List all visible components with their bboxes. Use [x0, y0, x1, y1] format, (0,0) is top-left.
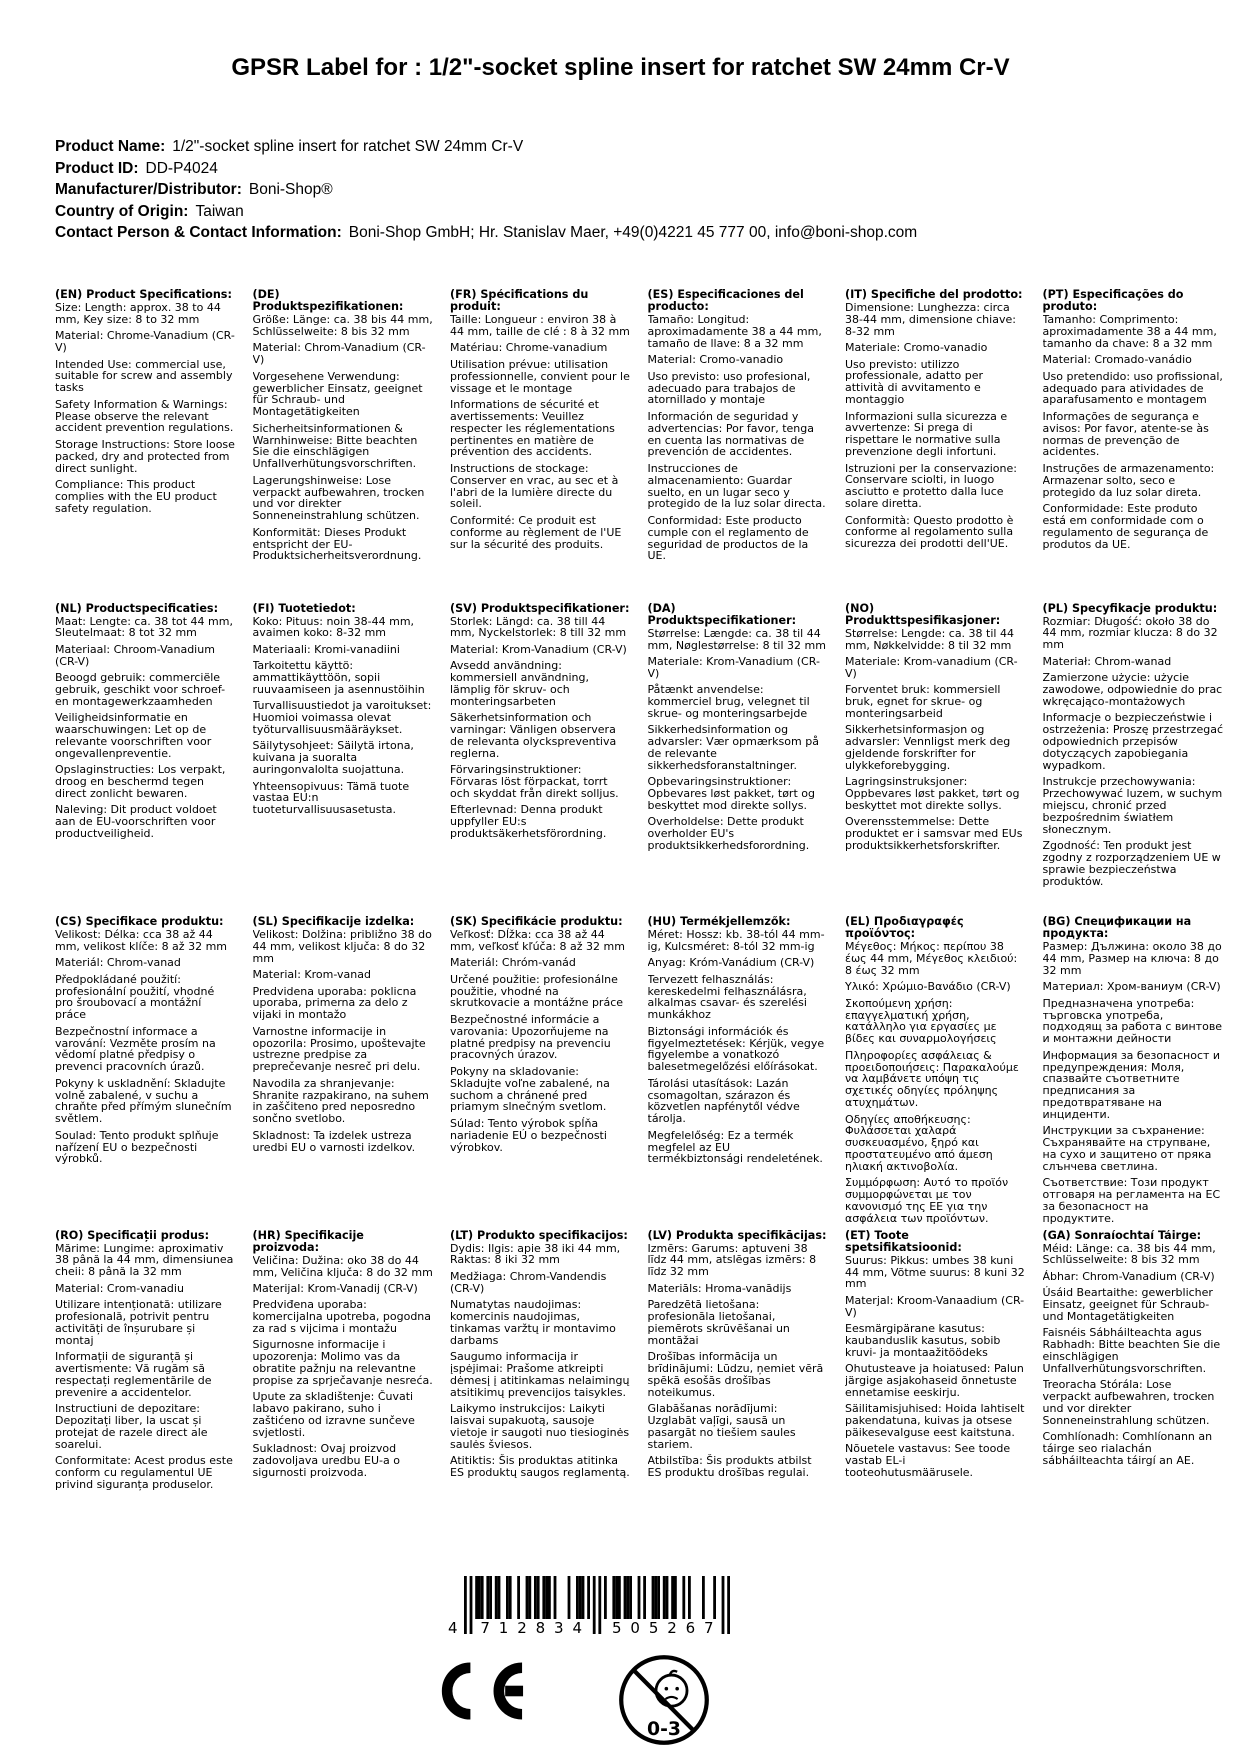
spec-block-hu [648, 916, 846, 1230]
spec-paragraph: Material: Cromo-vanadio [647, 353, 784, 367]
spec-paragraph: Suurus: Pikkus: umbes 38 kuni 44 mm, Võtme suurus: 8 kuni 32 mm [845, 1253, 1025, 1291]
spec-heading: (SV) Produktspecifikationer: [450, 602, 630, 615]
spec-paragraph: Informații de siguranță și avertismente: Vă rugăm să respectați reglementările de prevenire a accidentelor. [55, 1350, 212, 1399]
spec-block-de [253, 289, 451, 603]
spec-block-ga [1043, 1230, 1241, 1544]
spec-heading: (DA) Produktspecifikationer: [647, 602, 797, 627]
spec-heading: (IT) Specifiche del prodotto: [845, 289, 1023, 301]
spec-paragraph: Materiál: Chróm-vanád [450, 956, 576, 970]
spec-paragraph: Storlek: Längd: ca. 38 till 44 mm, Nyckelstorlek: 8 till 32 mm [450, 614, 627, 640]
spec-paragraph: Informacje o bezpieczeństwie i ostrzeżenia: Proszę przestrzegać odpowiednich przepisów dotyczących zapobiegania wypadkom. [1042, 711, 1223, 772]
age-warning-0-3-icon [617, 1653, 711, 1751]
product-info-row [55, 136, 917, 158]
spec-paragraph: Pokyny na skladovanie: Skladujte voľne zabalené, na suchom a chránené pred priamym slnečným svetlom. [450, 1064, 610, 1114]
spec-block-it [845, 289, 1043, 603]
label-footer [0, 1576, 1241, 1751]
spec-paragraph: Материал: Хром-ваниум (CR-V) [1042, 980, 1221, 994]
product-info-row [55, 158, 917, 180]
spec-paragraph: Glabāšanas norādījumi: Uzglabāt vaļīgi, sausā un pasargāt no tiešiem saules stariem. [647, 1402, 796, 1451]
spec-paragraph: Uso previsto: utilizzo professionale, adatto per attività di avvitamento e montaggio [845, 357, 983, 407]
spec-paragraph: Υλικό: Χρώμιο-Βανάδιο (CR-V) [845, 980, 1011, 994]
spec-paragraph: Material: Krom-vanad [252, 968, 371, 982]
spec-paragraph: Informations de sécurité et avertissements: Veuillez respecter les réglementations pertinentes en matière de prévention des accidents. [450, 397, 615, 459]
spec-paragraph: Eesmärgipärane kasutus: kaubanduslik kasutus, sobib kruvi- ja montaažitöödeks [845, 1322, 1001, 1359]
spec-paragraph: Úsáid Beartaithe: gewerblicher Einsatz, geeignet für Schraub- und Montagetätigkeiten [1042, 1286, 1213, 1323]
spec-block-hr [253, 1230, 451, 1544]
spec-paragraph: Konformität: Dieses Produkt entspricht der EU-Produktsicherheitsverordnung. [252, 525, 422, 563]
spec-paragraph: Informações de segurança e avisos: Por favor, atente-se às normas de prevenção de acidentes. [1042, 409, 1209, 459]
spec-paragraph: Navodila za shranjevanje: Shranite razpakirano, na suhem in zaščiteno pred neposredno sončno svetlobo. [252, 1076, 429, 1126]
spec-paragraph: Storage Instructions: Store loose packed, dry and protected from direct sunlight. [55, 437, 235, 475]
spec-paragraph: Opslaginstructies: Los verpakt, droog en beschermd tegen direct zonlicht bewaren. [55, 763, 226, 800]
spec-heading: (GA) Sonraíochtaí Táirge: [1042, 1229, 1202, 1242]
spec-heading: (ES) Especificaciones del producto: [647, 289, 804, 314]
spec-paragraph: Yhteensopivuus: Tämä tuote vastaa EU:n tuoteturvallisuusasetusta. [252, 779, 410, 817]
spec-paragraph: Påtænkt anvendelse: kommerciel brug, velegnet til skrue- og monteringsarbejde [647, 683, 810, 720]
spec-paragraph: Treoracha Stórála: Lose verpackt aufbewahren, trocken und vor direkter Sonneneinstrahlung schützen. [1042, 1378, 1215, 1427]
spec-block-sk [450, 916, 648, 1230]
spec-paragraph: Efterlevnad: Denna produkt uppfyller EU:s produktsäkerhetsförordning. [450, 803, 607, 841]
spec-paragraph: Tamaño: Longitud: aproximadamente 38 a 44 mm, tamaño de llave: 8 a 32 mm [647, 313, 822, 350]
spec-block-ro [55, 1230, 253, 1544]
product-info-row [55, 201, 917, 223]
spec-block-fi [253, 603, 451, 917]
spec-paragraph: Sukladnost: Ovaj proizvod zadovoljava uredbu EU-a o sigurnosti proizvoda. [252, 1442, 400, 1480]
product-info-label: Product ID: [55, 159, 139, 177]
product-info-row [55, 179, 917, 201]
spec-paragraph: Biztonsági információk és figyelmeztetések: Kérjük, vegye figyelembe a vonatkozó balesetmegelőzési előírásokat. [647, 1024, 825, 1074]
spec-paragraph: Instruções de armazenamento: Armazenar solto, seco e protegido da luz solar direta. [1042, 461, 1215, 499]
spec-paragraph: Materiale: Krom-Vanadium (CR-V) [647, 654, 820, 680]
spec-paragraph: Conformità: Questo prodotto è conforme al regolamento sulla sicurezza dei prodotti dell'UE. [845, 513, 1014, 551]
spec-paragraph: Säilytysohjeet: Säilytä irtona, kuivana ja suoralta auringonvalolta suojattuna. [252, 739, 414, 777]
spec-block-el [845, 916, 1043, 1230]
spec-paragraph: Zamierzone użycie: użycie zawodowe, odpowiednie do prac wkręcająco-montażowych [1042, 671, 1223, 708]
spec-grid [55, 289, 1240, 1543]
ce-mark-icon [427, 1653, 533, 1733]
spec-paragraph: Sikkerhetsinformasjon og advarsler: Vennligst merk deg gjeldende forskrifter for ulykkeforebygging. [845, 723, 1011, 772]
spec-paragraph: Οδηγίες αποθήκευσης: Φυλάσσεται χαλαρά συσκευασμένο, ξηρό και προστατευμένο από άμεση ηλιακή ακτινοβολία. [845, 1112, 993, 1174]
spec-paragraph: Pokyny k uskladnění: Skladujte volně zabalené, v suchu a chraňte před přímým slunečním světlem. [55, 1076, 232, 1126]
spec-block-lt [450, 1230, 648, 1544]
product-info-label: Manufacturer/Distributor: [55, 181, 242, 198]
spec-paragraph: Určené použitie: profesionálne použitie, vhodné na skrutkovacie a montážne práce [450, 972, 624, 1010]
product-info-label: Contact Person & Contact Information: [55, 224, 342, 241]
spec-paragraph: Drošības informācija un brīdinājumi: Lūdzu, ņemiet vērā spēkā esošās drošības noteikumus. [647, 1350, 824, 1399]
barcode-digits: 712834 [479, 1619, 582, 1636]
spec-block-et [845, 1230, 1043, 1544]
spec-paragraph: Medžiaga: Chrom-Vandendis (CR-V) [450, 1269, 607, 1295]
spec-block-pt [1043, 289, 1241, 603]
spec-heading: (LV) Produkta specifikācijas: [647, 1229, 827, 1242]
spec-paragraph: Materiał: Chrom-wanad [1042, 654, 1172, 668]
spec-paragraph: Μέγεθος: Μήκος: περίπου 38 έως 44 mm, Μέγεθος κλειδιού: 8 έως 32 mm [845, 940, 1018, 977]
spec-paragraph: Ohutusteave ja hoiatused: Palun järgige asjakohaseid õnnetuste ennetamise eeskirju. [845, 1362, 1024, 1399]
spec-heading: (RO) Specificații produs: [55, 1229, 210, 1242]
spec-paragraph: Størrelse: Længde: ca. 38 til 44 mm, Nøglestørrelse: 8 til 32 mm [647, 626, 826, 652]
spec-paragraph: Materiāls: Hroma-vanādijs [647, 1281, 792, 1295]
spec-block-es [648, 289, 846, 603]
spec-block-bg [1043, 916, 1241, 1230]
spec-paragraph: Materjal: Kroom-Vanaadium (CR-V) [845, 1293, 1025, 1319]
age-warning-text: 0-3 [646, 1718, 681, 1740]
spec-block-cs [55, 916, 253, 1230]
spec-heading: (SL) Specifikacije izdelka: [252, 916, 415, 928]
spec-paragraph: Varnostne informacije in opozorila: Prosimo, upoštevajte ustrezne predpise za preprečevanje nesreč pri delu. [252, 1024, 426, 1074]
spec-paragraph: Faisnéis Sábháilteachta agus Rabhadh: Bitte beachten Sie die einschlägigen Unfallverhütungsvorschriften. [1042, 1326, 1221, 1375]
spec-heading: (SK) Špecifikácie produktu: [450, 916, 623, 928]
spec-paragraph: Size: Length: approx. 38 to 44 mm, Key size: 8 to 32 mm [55, 301, 221, 326]
spec-paragraph: Предназначена употреба: търговска употреба, подходящ за работа с винтове и монтажни дейности [1042, 996, 1223, 1046]
spec-paragraph: Информация за безопасност и предупреждения: Моля, спазвайте съответните предписания за предотвратяване на инциденти. [1042, 1048, 1221, 1122]
spec-block-no [845, 603, 1043, 917]
spec-heading: (PT) Especificações do produto: [1042, 289, 1184, 314]
spec-heading: (EN) Product Specifications: [55, 289, 232, 301]
product-info-value: DD-P4024 [145, 159, 218, 177]
spec-paragraph: Instructions de stockage: Conserver en vrac, au sec et à l'abri de la lumière directe du soleil. [450, 461, 619, 511]
spec-paragraph: Opbevaringsinstruktioner: Opbevares løst pakket, tørt og beskyttet mod direkte sollys. [647, 775, 815, 813]
barcode-digits: 4 [447, 1619, 458, 1636]
spec-paragraph: Istruzioni per la conservazione: Conservare sciolti, in luogo asciutto e protetto dalla luce solare diretta. [845, 461, 1017, 511]
spec-paragraph: Izmērs: Garums: aptuveni 38 līdz 44 mm, atslēgas izmērs: 8 līdz 32 mm [647, 1241, 817, 1279]
spec-paragraph: Predviđena uporaba: komercijalna upotreba, pogodna za rad s vijcima i montažu [252, 1298, 432, 1336]
spec-paragraph: Skladnost: Ta izdelek ustreza uredbi EU o varnosti izdelkov. [252, 1128, 416, 1154]
spec-paragraph: Lagerungshinweise: Lose verpackt aufbewahren, trocken und vor direkter Sonneneinstrahlung schützen. [252, 473, 425, 523]
spec-paragraph: Atbilstība: Šis produkts atbilst ES produktu drošības regulai. [647, 1454, 812, 1479]
spec-paragraph: Tervezett felhasználás: kereskedelmi felhasználásra, alkalmas csavar- és szerelési munkákhoz [647, 972, 807, 1022]
spec-paragraph: Instrucciones de almacenamiento: Guardar suelto, en un lugar seco y protegido de la luz solar directa. [647, 461, 826, 511]
spec-paragraph: Instrukcje przechowywania: Przechowywać luzem, w suchym miejscu, chronić przed bezpośrednim światłem słonecznym. [1042, 775, 1223, 836]
spec-paragraph: Nõuetele vastavus: See toode vastab EL-i tooteohutusmäärusele. [845, 1442, 1011, 1480]
page-title: GPSR Label for : 1/2"-socket spline insert for ratchet SW 24mm Cr-V [231, 54, 1010, 81]
spec-paragraph: Conformité: Ce produit est conforme au règlement de l'UE sur la sécurité des produits. [450, 513, 622, 551]
spec-paragraph: Conformitate: Acest produs este conform cu regulamentul UE privind siguranța produselor. [55, 1454, 233, 1491]
spec-paragraph: Materiale: Krom-vanadium (CR-V) [845, 654, 1018, 680]
barcode-digits: 505267 [611, 1619, 714, 1636]
spec-paragraph: Lagringsinstruksjoner: Oppbevares løst pakket, tørt og beskyttet mot direkte sollys. [845, 775, 1020, 813]
product-info [55, 136, 917, 244]
product-info-value: Taiwan [195, 202, 244, 220]
spec-paragraph: Material: Krom-Vanadium (CR-V) [450, 642, 627, 656]
spec-paragraph: Méret: Hossz: kb. 38-tól 44 mm-ig, Kulcsméret: 8-tól 32 mm-ig [647, 928, 825, 953]
spec-paragraph: Avsedd användning: kommersiell användning, lämplig för skruv- och monteringsarbeten [450, 659, 589, 708]
spec-paragraph: Størrelse: Lengde: ca. 38 til 44 mm, Nøkkelvidde: 8 til 32 mm [845, 626, 1014, 652]
spec-paragraph: Säilitamisjuhised: Hoida lahtiselt pakendatuna, kuivas ja otsese päikesevalguse eest kaitstuna. [845, 1402, 1025, 1440]
spec-paragraph: Materiaal: Chroom-Vanadium (CR-V) [55, 642, 215, 668]
spec-paragraph: Tamanho: Comprimento: aproximadamente 38 a 44 mm, tamanho da chave: 8 a 32 mm [1042, 313, 1217, 350]
spec-heading: (HU) Termékjellemzők: [647, 916, 791, 928]
spec-paragraph: Materiál: Chrom-vanad [55, 956, 181, 970]
spec-paragraph: Materijal: Krom-Vanadij (CR-V) [252, 1281, 418, 1295]
barcode-bars [444, 1576, 740, 1636]
spec-heading: (ET) Toote spetsifikatsioonid: [845, 1229, 962, 1254]
spec-paragraph: Paredzētā lietošana: profesionāla lietošanai, piemērots skrūvēšanai un montāžai [647, 1298, 790, 1347]
spec-heading: (CS) Specifikace produktu: [55, 916, 224, 928]
spec-paragraph: Инструкции за съхранение: Съхранявайте на струпване, на сухо и защитено от пряка слънчева светлина. [1042, 1124, 1212, 1174]
spec-paragraph: Material: Cromado-vanádio [1042, 353, 1192, 367]
spec-paragraph: Tárolási utasítások: Lazán csomagoltan, szárazon és közvetlen napfénytől védve tárolja. [647, 1076, 800, 1126]
spec-paragraph: Méid: Länge: ca. 38 bis 44 mm, Schlüsselweite: 8 bis 32 mm [1042, 1241, 1216, 1267]
spec-paragraph: Mărime: Lungime: aproximativ 38 până la 44 mm, dimensiunea cheii: 8 până la 32 mm [55, 1241, 234, 1279]
product-info-row [55, 222, 917, 244]
spec-heading: (PL) Specyfikacje produktu: [1042, 602, 1218, 615]
spec-block-en [55, 289, 253, 603]
spec-paragraph: Ábhar: Chrom-Vanadium (CR-V) [1042, 1269, 1215, 1283]
spec-paragraph: Veličina: Dužina: oko 38 do 44 mm, Veličina ključa: 8 do 32 mm [252, 1253, 433, 1279]
spec-paragraph: Compliance: This product complies with the EU product safety regulation. [55, 477, 217, 515]
spec-paragraph: Πληροφορίες ασφάλειας & προειδοποιήσεις: Παρακαλούμε να λαμβάνετε υπόψη τις σχετικές οδηγίες πρόληψης ατυχημάτων. [845, 1048, 1019, 1110]
spec-paragraph: Anyag: Króm-Vanádium (CR-V) [647, 956, 815, 970]
spec-paragraph: Información de seguridad y advertencias: Por favor, tenga en cuenta las normativas de prevención de accidentes. [647, 409, 814, 459]
spec-paragraph: Beoogd gebruik: commerciële gebruik, geschikt voor schroef- en montagewerkzaamheden [55, 671, 226, 708]
spec-paragraph: Súlad: Tento výrobok spĺňa nariadenie EÚ o bezpečnosti výrobkov. [450, 1116, 607, 1154]
spec-paragraph: Upute za skladištenje: Čuvati labavo pakirano, suho i zaštićeno od izravne sunčeve svjetlosti. [252, 1390, 415, 1440]
spec-paragraph: Sikkerhedsinformation og advarsler: Vær opmærksom på de relevante sikkerhedsforanstaltninger. [647, 723, 819, 772]
spec-paragraph: Σκοπούμενη χρήση: επαγγελματική χρήση, κατάλληλο για εργασίες με βίδες και συναρμολογήσεις [845, 996, 997, 1046]
spec-paragraph: Dimensione: Lunghezza: circa 38-44 mm, dimensione chiave: 8-32 mm [845, 301, 1016, 338]
spec-paragraph: Turvallisuustiedot ja varoitukset: Huomioi voimassa olevat työturvallisuusmääräykset. [252, 699, 432, 737]
spec-paragraph: Uso previsto: uso profesional, adecuado para trabajos de atornillado y montaje [647, 369, 811, 407]
spec-block-sl [253, 916, 451, 1230]
spec-paragraph: Laikymo instrukcijos: Laikyti laisvai supakuotą, sausoje vietoje ir saugoti nuo tiesioginės saulės šviesos. [450, 1402, 630, 1451]
spec-paragraph: Sigurnosne informacije i upozorenja: Molimo vas da obratite pažnju na relevantne propise za sprječavanje nesreća. [252, 1338, 433, 1388]
product-info-value: 1/2"-socket spline insert for ratchet SW 24mm Cr-V [172, 138, 524, 155]
product-info-value: Boni-Shop GmbH; Hr. Stanislav Maer, +49(0)4221 45 777 00, info@boni-shop.com [348, 224, 918, 241]
spec-heading: (FI) Tuotetiedot: [252, 602, 356, 615]
spec-paragraph: Numatytas naudojimas: komercinis naudojimas, tinkamas varžtų ir montavimo darbams [450, 1298, 616, 1347]
spec-block-da [648, 603, 846, 917]
spec-paragraph: Instructiuni de depozitare: Depozitați liber, la uscat și protejat de razele direct ale soarelui. [55, 1402, 208, 1451]
spec-paragraph: Sicherheitsinformationen & Warnhinweise: Bitte beachten Sie die einschlägigen Unfallverhütungsvorschriften. [252, 421, 418, 471]
spec-block-fr [450, 289, 648, 603]
spec-paragraph: Dydis: Ilgis: apie 38 iki 44 mm, Raktas: 8 iki 32 mm [450, 1241, 621, 1267]
spec-paragraph: Velikost: Délka: cca 38 až 44 mm, velikost klíče: 8 až 32 mm [55, 928, 227, 953]
ean13-barcode [444, 1576, 740, 1640]
spec-paragraph: Predvidena uporaba: poklicna uporaba, primerna za delo z vijaki in montažo [252, 984, 417, 1022]
spec-paragraph: Rozmiar: Długość: około 38 do 44 mm, rozmiar klucza: 8 do 32 mm [1042, 614, 1218, 652]
spec-heading: (HR) Specifikacije proizvoda: [252, 1229, 364, 1254]
spec-paragraph: Material: Crom-vanadiu [55, 1281, 184, 1295]
spec-paragraph: Comhlíonadh: Comhlíonann an táirge seo rialachán sábháilteachta táirgí an AE. [1042, 1430, 1213, 1468]
spec-paragraph: Zgodność: Ten produkt jest zgodny z rozporządzeniem UE w sprawie bezpieczeństwa produktów. [1042, 838, 1221, 888]
spec-paragraph: Veiligheidsinformatie en waarschuwingen: Let op de relevante voorschriften voor ongevallenpreventie. [55, 711, 212, 760]
spec-paragraph: Předpokládané použití: profesionální použití, vhodné pro šroubovací a montážní práce [55, 972, 215, 1022]
spec-paragraph: Uso pretendido: uso profissional, adequado para atividades de aparafusamento e montagem [1042, 369, 1223, 407]
spec-paragraph: Vorgesehene Verwendung: gewerblicher Einsatz, geeignet für Schraub- und Montagetätigkeiten [252, 369, 423, 419]
spec-block-lv [648, 1230, 846, 1544]
spec-paragraph: Materiale: Cromo-vanadio [845, 341, 988, 355]
spec-block-sv [450, 603, 648, 917]
spec-paragraph: Conformidad: Este producto cumple con el reglamento de seguridad de productos de la UE. [647, 513, 809, 563]
spec-paragraph: Taille: Longueur : environ 38 à 44 mm, taille de clé : 8 à 32 mm [450, 313, 630, 339]
certification-marks [427, 1653, 711, 1751]
spec-paragraph: Soulad: Tento produkt splňuje nařízení EU o bezpečnosti výrobků. [55, 1128, 219, 1166]
spec-paragraph: Overholdelse: Dette produkt overholder EU's produktsikkerhedsforordning. [647, 815, 810, 853]
spec-paragraph: Säkerhetsinformation och varningar: Vänligen observera de relevanta olyckspreventiva reglerna. [450, 711, 617, 760]
spec-paragraph: Utilizare intenționată: utilizare profesională, potrivit pentru activități de înșurubare și montaj [55, 1298, 222, 1347]
spec-paragraph: Informazioni sulla sicurezza e avvertenze: Si prega di rispettare le normative sulla prevenzione degli infortuni. [845, 409, 1008, 459]
spec-paragraph: Размер: Дължина: около 38 до 44 mm, Размер на ключа: 8 до 32 mm [1042, 940, 1222, 977]
spec-paragraph: Overensstemmelse: Dette produktet er i samsvar med EUs produktsikkerhetsforskrifter. [845, 815, 1023, 853]
spec-paragraph: Utilisation prévue: utilisation professionnelle, convient pour le vissage et le montage [450, 357, 630, 395]
spec-paragraph: Material: Chrom-Vanadium (CR-V) [252, 341, 426, 367]
spec-heading: (DE) Produktspezifikationen: [252, 289, 404, 314]
product-info-label: Product Name: [55, 138, 166, 155]
spec-paragraph: Atitiktis: Šis produktas atitinka ES produktų saugos reglamentą. [450, 1454, 630, 1479]
spec-paragraph: Bezpečnostní informace a varování: Vezměte prosím na vědomí platné předpisy o prevenci pracovních úrazů. [55, 1024, 216, 1074]
spec-paragraph: Bezpečnostné informácie a varovania: Upozorňujeme na platné predpisy na prevenciu pracovných úrazov. [450, 1012, 611, 1062]
spec-paragraph: Saugumo informacija ir įspėjimai: Prašome atkreipti dėmesį į atitinkamas nelaimingų atsitikimų prevencijos taisykles. [450, 1350, 630, 1399]
spec-paragraph: Förvaringsinstruktioner: Förvaras löst förpackat, torrt och skyddat från direkt solljus. [450, 763, 619, 800]
spec-paragraph: Συμμόρφωση: Αυτό το προϊόν συμμορφώνεται με τον κανονισμό της ΕΕ για την ασφάλεια των προϊόντων. [845, 1176, 1009, 1226]
spec-paragraph: Intended Use: commercial use, suitable for screw and assembly tasks [55, 357, 233, 395]
spec-paragraph: Matériau: Chrome-vanadium [450, 341, 608, 355]
spec-paragraph: Veľkosť: Dĺžka: cca 38 až 44 mm, veľkosť kľúča: 8 až 32 mm [450, 928, 625, 953]
product-info-value: Boni-Shop® [248, 181, 333, 198]
spec-block-nl [55, 603, 253, 917]
spec-paragraph: Safety Information & Warnings: Please observe the relevant accident prevention regulations. [55, 397, 234, 435]
spec-heading: (FR) Spécifications du produit: [450, 289, 589, 314]
product-info-label: Country of Origin: [55, 202, 189, 220]
spec-paragraph: Materiaali: Kromi-vanadiini [252, 642, 400, 656]
spec-heading: (NL) Productspecificaties: [55, 602, 219, 615]
spec-block-pl [1043, 603, 1241, 917]
spec-heading: (EL) Προδιαγραφές προϊόντος: [845, 916, 964, 941]
spec-heading: (NO) Produkttspesifikasjoner: [845, 602, 1001, 627]
spec-heading: (LT) Produkto specifikacijos: [450, 1229, 628, 1242]
spec-paragraph: Conformidade: Este produto está em conformidade com o regulamento de segurança de produtos da UE. [1042, 501, 1209, 551]
spec-paragraph: Tarkoitettu käyttö: ammattikäyttöön, sopii ruuvaamiseen ja asennustöihin [252, 659, 425, 696]
spec-paragraph: Naleving: Dit product voldoet aan de EU-voorschriften voor productveiligheid. [55, 803, 217, 841]
spec-paragraph: Megfelelőség: Ez a termék megfelel az EU termékbiztonsági rendeletének. [647, 1128, 823, 1166]
spec-paragraph: Koko: Pituus: noin 38-44 mm, avaimen koko: 8-32 mm [252, 614, 415, 640]
spec-heading: (BG) Спецификации на продукта: [1042, 916, 1192, 941]
spec-paragraph: Material: Chrome-Vanadium (CR-V) [55, 329, 235, 355]
spec-paragraph: Größe: Länge: ca. 38 bis 44 mm, Schlüsselweite: 8 bis 32 mm [252, 313, 433, 339]
spec-paragraph: Maat: Lengte: ca. 38 tot 44 mm, Sleutelmaat: 8 tot 32 mm [55, 614, 233, 640]
spec-paragraph: Velikost: Dolžina: približno 38 do 44 mm, velikost ključa: 8 do 32 mm [252, 928, 432, 965]
spec-paragraph: Forventet bruk: kommersiell bruk, egnet for skrue- og monteringsarbeid [845, 683, 1001, 720]
spec-paragraph: Съответствие: Този продукт отговаря на регламента на ЕС за безопасност на продуктите. [1042, 1176, 1221, 1226]
